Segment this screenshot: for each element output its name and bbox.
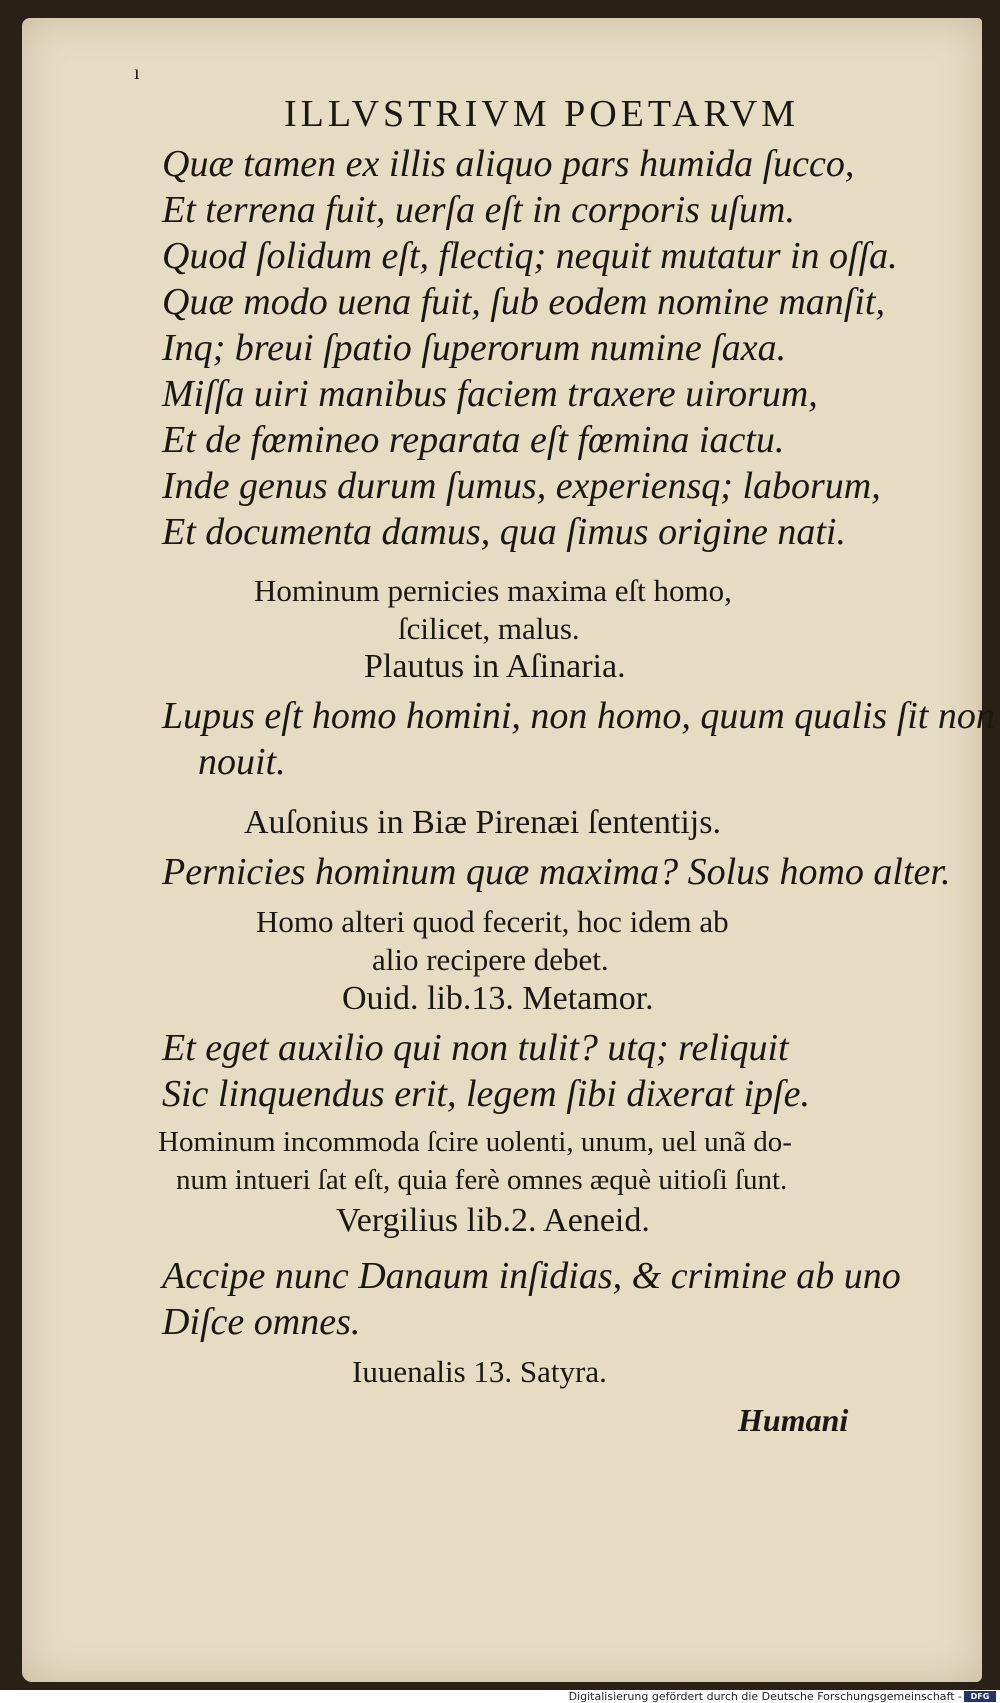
verse-line-9: Et documenta damus, qua ſimus origine nati. — [162, 511, 846, 553]
page-mark: ı — [134, 62, 140, 84]
verse-line-7: Et de fœmineo reparata eſt fœmina iactu. — [162, 419, 785, 461]
verse-line-5: Inq; breui ſpatio ſuperorum numine ſaxa. — [162, 327, 787, 369]
quote-line-6: Accipe nunc Danaum inſidias, & crimine ab uno — [162, 1255, 901, 1297]
verse-line-8: Inde genus durum ſumus, experiensq; laborum, — [162, 465, 881, 507]
sentence-line-3: Homo alteri quod fecerit, hoc idem ab — [256, 904, 729, 939]
heading-ausonius: Auſonius in Biæ Pirenæi ſententijs. — [244, 804, 721, 841]
sentence-line-5: Hominum incommoda ſcire uolenti, unum, uel unã do- — [158, 1126, 792, 1158]
verse-line-2: Et terrena fuit, uerſa eſt in corporis uſum. — [162, 189, 795, 231]
sentence-line-2: ſcilicet, malus. — [398, 611, 580, 646]
heading-ovid: Ouid. lib.13. Metamor. — [342, 980, 654, 1017]
quote-line-3: Pernicies hominum quæ maxima? Solus homo alter. — [162, 851, 951, 893]
sentence-line-4: alio recipere debet. — [372, 942, 609, 977]
catchword: Humani — [738, 1402, 849, 1438]
heading-plautus: Plautus in Aſinaria. — [364, 648, 626, 685]
footer-credit: Digitalisierung gefördert durch die Deutsche Forschungsgemeinschaft - — [568, 1690, 962, 1703]
quote-line-1: Lupus eſt homo homini, non homo, quum qualis ſit non — [162, 695, 995, 737]
heading-iuuenalis: Iuuenalis 13. Satyra. — [352, 1354, 607, 1389]
dfg-logo: DFG — [964, 1691, 996, 1702]
running-title: ILLVSTRIVM POETARVM — [284, 93, 800, 135]
verse-line-1: Quæ tamen ex illis aliquo pars humida ſucco, — [162, 143, 855, 185]
verse-line-3: Quod ſolidum eſt, flectiq; nequit mutatur in oſſa. — [162, 235, 898, 277]
quote-line-2: nouit. — [198, 741, 286, 783]
book-page — [22, 18, 995, 1682]
quote-line-5: Sic linquendus erit, legem ſibi dixerat ipſe. — [162, 1073, 810, 1115]
sentence-line-1: Hominum pernicies maxima eſt homo, — [254, 573, 732, 608]
quote-line-7: Diſce omnes. — [162, 1301, 361, 1343]
heading-vergilius: Vergilius lib.2. Aeneid. — [336, 1202, 650, 1239]
verse-line-6: Miſſa uiri manibus faciem traxere uirorum, — [162, 373, 818, 415]
sentence-line-6: num intueri ſat eſt, quia ferè omnes æquè uitioſi ſunt. — [176, 1164, 788, 1196]
quote-line-4: Et eget auxilio qui non tulit? utq; reliquit — [162, 1027, 789, 1069]
verse-line-4: Quæ modo uena fuit, ſub eodem nomine manſit, — [162, 281, 885, 323]
